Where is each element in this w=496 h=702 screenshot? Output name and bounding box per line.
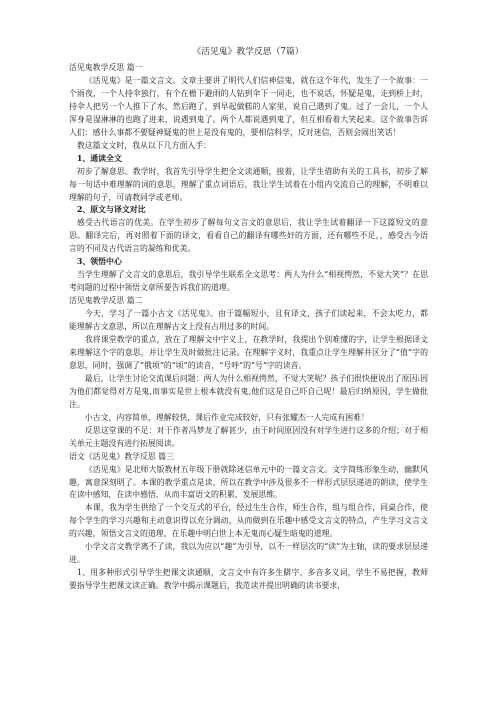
paragraph: 初步了解意思。教学时，我首先引导学生把全文读通顺，接着，让学生借助有关的工具书，初步了解每一句话中难理解的词的意思，理解了重点词语后，我让学生试着在小组内交流自己的理解，不明难以理解的句子，可请教同学或老师。 bbox=[69, 166, 428, 202]
paragraph: 《活见鬼》是一篇文言文。文章主要讲了明代人们信神信鬼，就在这个年代，发生了一个故事：一个雨夜，一个人持伞独行，有个在檐下避雨的人钻到伞下一同走，也不说话，怀疑是鬼，走到桥上时，持伞人把另一个人推下了水，然后跑了，到早起做糕的人家里，说自己遇到了鬼。过了一会儿，一个人浑身是湿淋淋的也跑了进来，说遇到鬼了。两个人都说遇到鬼了，但互相看着大笑起来。这个故事告诉人们：感什么事都不要疑神疑鬼的世上是没有鬼的，要相信科学，反对迷信，否则会闹出笑话！ bbox=[69, 75, 428, 137]
sub-heading: 1、通读全文 bbox=[76, 153, 122, 163]
section-heading: 活见鬼教学反思 篇一 bbox=[69, 63, 143, 72]
paragraph: 最后，让学生讨论交流课后问题：两人为什么相视愕然，不觉大笑呢？孩子们很快便说出了原因:因为他们都觉得对方是鬼,而事实是世上根本就没有鬼,他们这是自己吓自己呢！最后归纳原因，学生做批注。 bbox=[69, 373, 428, 409]
paragraph: 反思这堂课的不足：对于作者冯梦龙了解甚少，由于时间原因没有对学生进行这多的介绍；对于相关单元主题没有进行拓展阅读。 bbox=[69, 425, 428, 448]
sub-heading: 3、领悟中心 bbox=[76, 257, 122, 267]
sub-heading: 2、原文与译文对比 bbox=[76, 205, 146, 215]
paragraph: 我将课堂教学的重点，放在了理解文中字义上，在教学时，我提出个别难懂的字，让学生根据译文来理解这个字的意思，并让学生及时做批注记录。在理解字义时，我重点让学生理解并区分了“值”字的意思，同时，强调了“俄顷”的“顷”的读音，“号呼”的“号”字的读音。 bbox=[69, 335, 428, 370]
paragraph: 本课，我为学生供给了一个交互式的平台，经过生生合作，师生合作，组与组合作，同桌合作，使每个学生的学习兴趣和主动意识得以充分调动，从而做到在乐趣中感受文言文的特点，产生学习文言文的兴趣，领悟文言文的道理，在乐趣中明白世上本无鬼而心疑生暗鬼的道理。 bbox=[69, 503, 428, 539]
paragraph: 感受古代语言的优美。在学生初步了解每句文言文的意思后，我让学生试着翻译一下这篇短文的意思。翻译完后，再对照着下面的译文，看看自己的翻译有哪些好的方面，还有哪些不足，，感受古今语言的不同及古代语言的凝练和优美。 bbox=[69, 218, 428, 254]
paragraph: 小古文，内容简单，理解较快，课后作业完成较好，只有张耀杰一人完成有困难！ bbox=[84, 412, 369, 422]
paragraph: 小学文言文教学离不了读，我以为应以“趣”为引导，以不一样层次的“读”为主轴，读的要求层层递进。 bbox=[69, 542, 428, 565]
section-heading: 活见鬼教学反思 篇二 bbox=[69, 296, 143, 306]
paragraph: 当学生理解了文言文的意思后，我引导学生联系全文思考：两人为什么“相视愕然，不觉大笑”？在思考问题的过程中领悟文章所要告诉我们的道理。 bbox=[69, 270, 428, 293]
paragraph: 《活见鬼》是北师大版教材五年级下册就除迷信单元中的一篇文言文。文字简练形象生动，幽默风趣，寓意深刻明了。本课的教学重点是读，所以在教学中涉及很多不一样形式层层递进的朗读，使学生在读中感知，在读中感悟，从而丰富语文的积累，发展思维。 bbox=[69, 464, 428, 500]
section-heading: 语文《活见鬼》教学反思 篇三 bbox=[69, 451, 175, 461]
paragraph: 教这篇文文时，我从以下几方面入手： bbox=[76, 140, 212, 150]
document-body bbox=[69, 62, 428, 593]
paragraph: 今天，学习了一篇小古文《活见鬼》。由于篇幅短小，且有译文，孩子们读起来，不会太吃力，都能理解古文意思，所以在理解古文上没有占用过多的时间。 bbox=[69, 309, 428, 332]
paragraph: 1、用多种形式引导学生把课文读通顺，文言文中有许多生僻字、多音多义词，学生不易把握，教师要指导学生把课文读正确。教学中揭示课题后，我范读并提出明确的读书要求， bbox=[69, 568, 428, 591]
document-title: 《活见鬼》教学反思（7篇） bbox=[192, 47, 304, 57]
